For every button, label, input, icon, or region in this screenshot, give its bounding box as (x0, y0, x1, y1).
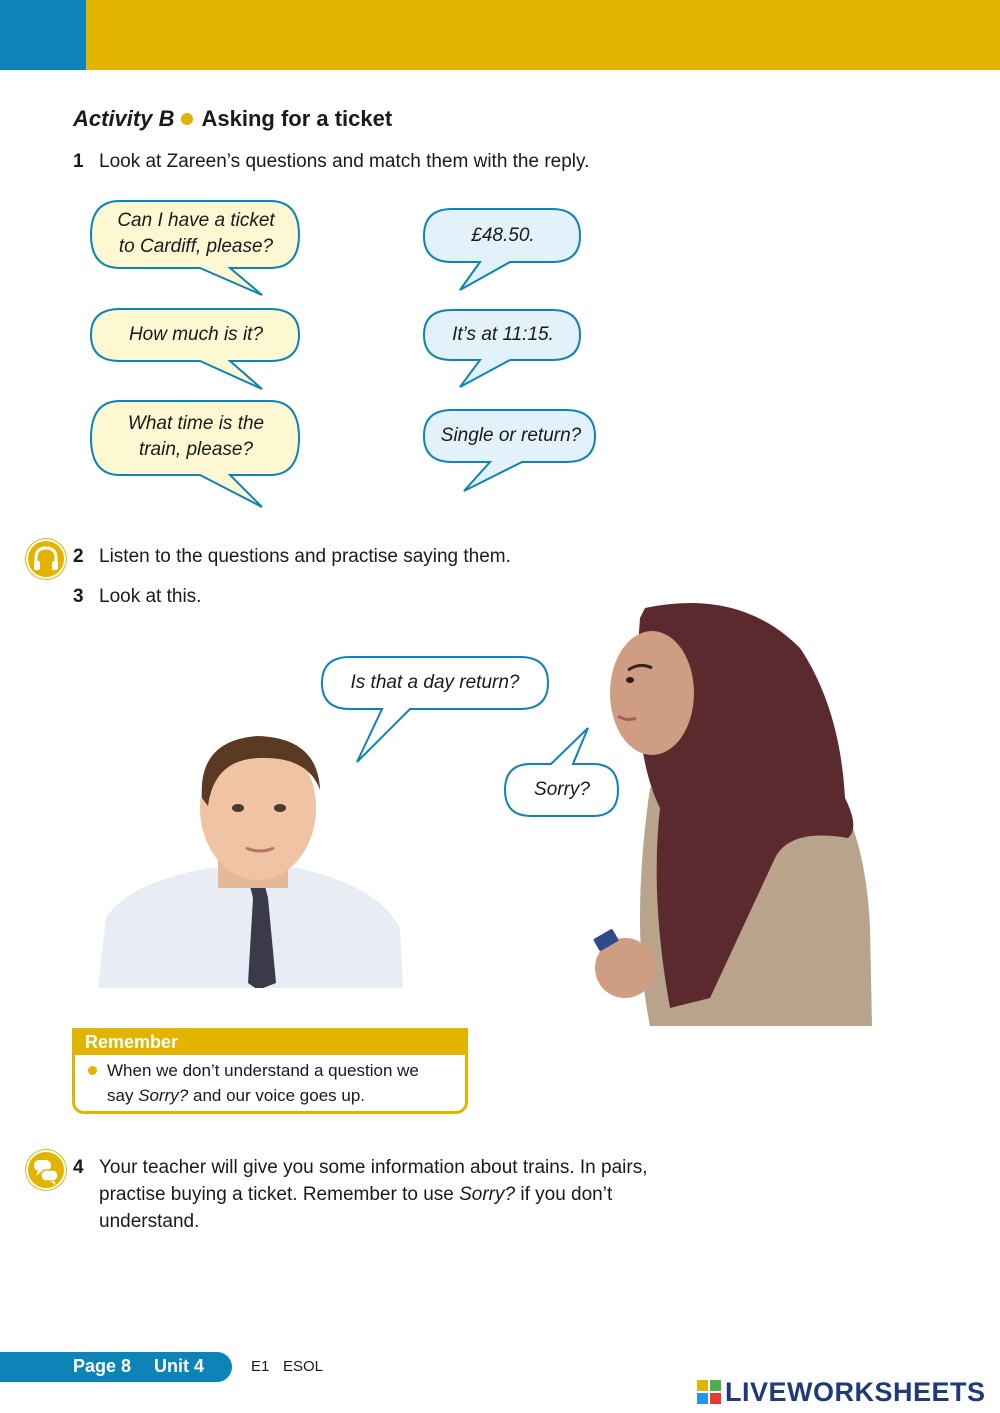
bullet-dot (88, 1066, 97, 1075)
remember-line-1: When we don’t understand a question we (107, 1061, 419, 1080)
reply-bubble-1 (424, 209, 580, 290)
activity-title: Asking for a ticket (201, 106, 393, 131)
speech-pairs-icon (26, 1150, 66, 1190)
footer-page-bar (0, 1352, 232, 1382)
remember-body (75, 1055, 465, 1108)
man-photo (98, 728, 403, 988)
woman-photo (590, 598, 872, 1026)
headphones-icon (26, 539, 66, 579)
activity-label: Activity B (73, 106, 175, 131)
footer-level: E1 (251, 1358, 270, 1375)
man-question-text: Is that a day return? (350, 672, 520, 693)
remember-box (72, 1028, 468, 1114)
woman-reply-text: Sorry? (534, 779, 590, 800)
instruction-number: 4 (73, 1157, 84, 1178)
instruction-number: 1 (73, 151, 84, 172)
instruction-number: 2 (73, 546, 84, 567)
instruction-3 (73, 583, 201, 610)
footer-unit: Unit 4 (154, 1356, 205, 1376)
remember-title: Remember (75, 1031, 465, 1055)
instruction-text: Look at this. (99, 586, 202, 607)
instruction-text: Look at Zareen’s questions and match them with the reply. (99, 151, 590, 172)
reply-1-text: £48.50. (471, 225, 535, 246)
reply-3-text: Single or return? (440, 425, 582, 446)
remember-line-2: say Sorry? and our voice goes up. (107, 1086, 365, 1105)
instruction-4 (73, 1154, 713, 1235)
question-3-text: What time is the train, please? (127, 413, 265, 460)
reply-2-text: It’s at 11:15. (452, 324, 554, 345)
footer-course: ESOL (283, 1358, 324, 1375)
question-2-text: How much is it? (128, 324, 264, 345)
instruction-number: 3 (73, 586, 84, 607)
instruction-text: Your teacher will give you some information about trains. In pairs, practise buying a ticket. Remember to use Sorry? if you don’t understand. (99, 1157, 648, 1232)
logo-grid-icon (697, 1380, 721, 1404)
instruction-text: Listen to the questions and practise saying them. (99, 546, 511, 567)
instruction-2 (73, 543, 511, 570)
question-1-text: Can I have a ticket to Cardiff, please? (117, 210, 275, 257)
footer-page: Page 8 (73, 1356, 132, 1376)
question-bubble-2 (91, 309, 299, 389)
logo-text: LIVEWORKSHEETS (725, 1377, 986, 1407)
